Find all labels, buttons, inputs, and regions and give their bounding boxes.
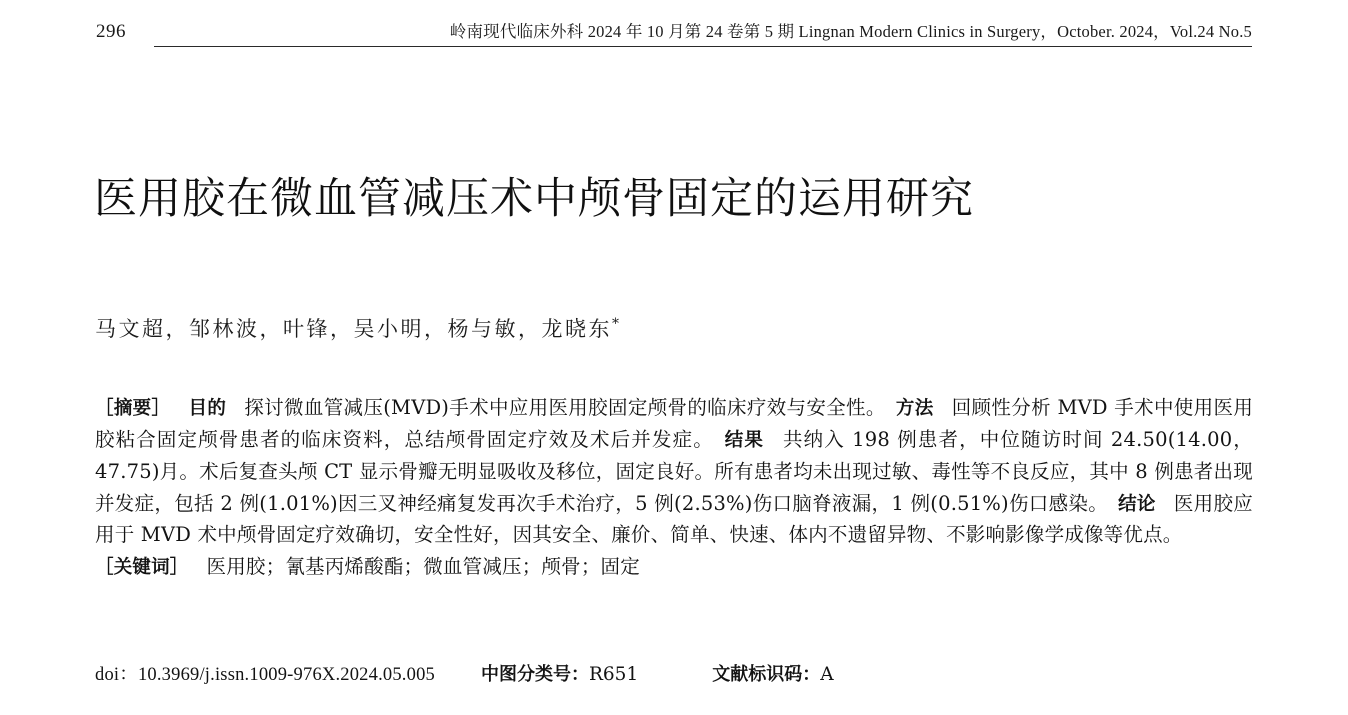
journal-rule-wrap — [154, 18, 1252, 47]
doi-value: doi：10.3969/j.issn.1009-976X.2024.05.005 — [95, 665, 435, 685]
running-head — [96, 18, 1252, 48]
objective-label: 目的 — [188, 398, 227, 419]
conclusion-label: 结论 — [1118, 493, 1156, 515]
methods-label: 方法 — [895, 398, 934, 419]
conclusion-text: 医用胶应用于 MVD 术中颅骨固定疗效确切，安全性好，因其安全、廉价、简单、快速、体内不遗留异物、不影响影像学成像等优点。 — [95, 491, 1253, 547]
abstract-label: ［摘要］ — [95, 398, 171, 419]
classification-value: R651 — [588, 664, 639, 685]
author-list — [95, 313, 1195, 343]
results-label: 结果 — [723, 429, 765, 451]
document-code-value: A — [820, 664, 834, 685]
journal-citation-line: 岭南现代临床外科 2024 年 10 月第 24 卷第 5 期 Lingnan Modern Clinics in Surgery，October. 2024，Vol.24 No.5 — [154, 18, 1252, 47]
page-number: 296 — [96, 21, 126, 42]
author-names: 马文超，邹林波，叶锋，吴小明，杨与敏，龙晓东 — [95, 317, 612, 341]
keywords-label: ［关键词］ — [95, 557, 189, 579]
classification-number — [481, 660, 638, 686]
objective-text: 探讨微血管减压(MVD)手术中应用医用胶固定颅骨的临床疗效与安全性。 — [244, 396, 886, 419]
keywords-text: 医用胶；氰基丙烯酸酯；微血管减压；颅骨；固定 — [206, 555, 640, 579]
abstract-section — [95, 392, 1253, 583]
corresponding-author-mark: * — [612, 316, 619, 332]
article-title: 医用胶在微血管减压术中颅骨固定的运用研究 — [94, 173, 974, 224]
document-code-label: 文献标识码： — [712, 664, 821, 685]
methods-text: 回顾性分析 MVD 手术中使用医用胶粘合固定颅骨患者的临床资料，总结颅骨固定疗效及术后并发症。 — [95, 396, 1254, 451]
document-code — [712, 660, 833, 686]
article-meta — [95, 660, 1255, 686]
results-text: 共纳入 198 例患者，中位随访时间 24.50(14.00，47.75)月。术后复查头颅 CT 显示骨瓣无明显吸收及移位，固定良好。所有患者均未出现过敏、毒性等不良反应，其中 8 例患者出现并发症，包括 2 例(1.01%)因三叉神经痛复发再次手术治疗，5 例(2.53%)伤口脑脊液漏，1 例(0.51%)伤口感染。 — [95, 427, 1253, 515]
abstract-paragraph — [95, 392, 1253, 551]
keywords-paragraph — [95, 551, 1253, 583]
classification-label: 中图分类号： — [480, 664, 589, 685]
